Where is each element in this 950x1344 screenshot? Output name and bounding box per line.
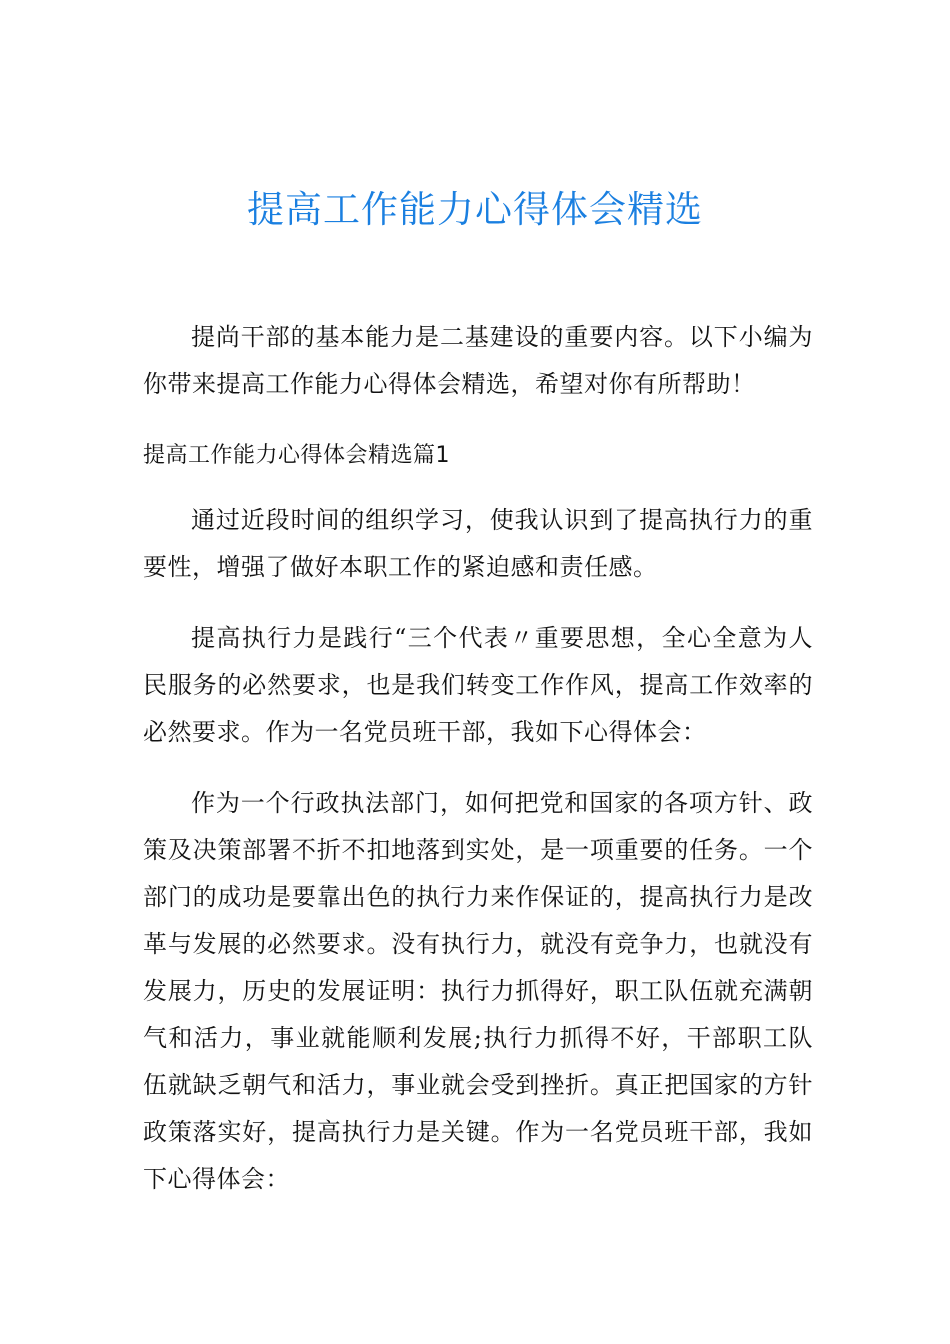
body-paragraph-3: 作为一个行政执法部门，如何把党和国家的各项方针、政策及决策部署不折不扣地落到实处，是一项重要的任务。一个部门的成功是要靠出色的执行力来作保证的，提高执行力是改革与发展的必然要求。没有执行力，就没有竞争力，也就没有发展力，历史的发展证明：执行力抓得好，职工队伍就充满朝气和活力，事业就能顺利发展;执行力抓得不好，干部职工队伍就缺乏朝气和活力，事业就会受到挫折。真正把国家的方针政策落实好，提高执行力是关键。作为一名党员班干部，我如下心得体会：	[143, 789, 813, 1193]
intro-paragraph: 提尚干部的基本能力是二基建设的重要内容。以下小编为你带来提高工作能力心得体会精选，希望对你有所帮助！	[143, 323, 813, 398]
document-title: 提高工作能力心得体会精选	[247, 188, 703, 231]
section-heading: 提高工作能力心得体会精选篇1	[143, 443, 450, 468]
body-paragraph-1: 通过近段时间的组织学习，使我认识到了提高执行力的重要性，增强了做好本职工作的紧迫感和责任感。	[143, 506, 813, 581]
body-paragraph-2: 提高执行力是践行“三个代表〃重要思想，全心全意为人民服务的必然要求，也是我们转变工作作风，提高工作效率的必然要求。作为一名党员班干部，我如下心得体会：	[143, 624, 813, 746]
document-body	[143, 314, 813, 1203]
